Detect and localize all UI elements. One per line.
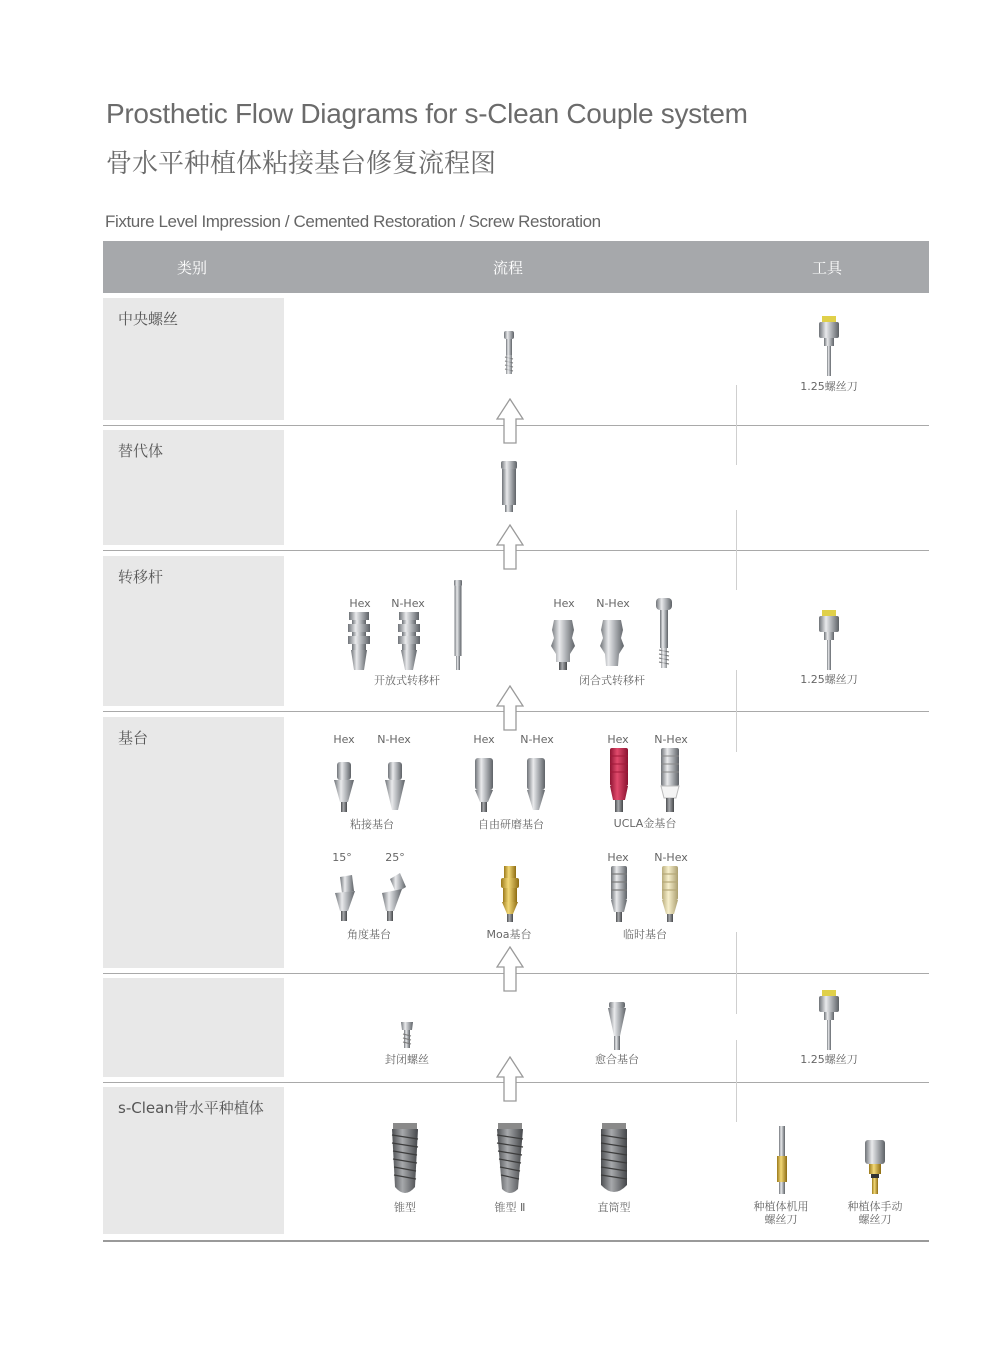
- hex-driver-125-icon: [816, 316, 842, 376]
- page-subtitle: Fixture Level Impression / Cemented Restoration / Screw Restoration: [105, 212, 601, 231]
- implant-taper-icon: [389, 1123, 421, 1197]
- tool-column-line: [736, 1040, 737, 1122]
- nhex-label: N-Hex: [391, 597, 425, 610]
- healing-abutment-label: 愈合基台: [595, 1053, 639, 1066]
- temp-abutment-hex-icon: [608, 866, 630, 922]
- row-abutment: [103, 717, 284, 968]
- nhex-label: N-Hex: [654, 733, 688, 746]
- temp-abutment-nhex-icon: [659, 866, 681, 922]
- table-bottom-line: [103, 1240, 929, 1242]
- temp-abutment-label: 临时基台: [623, 928, 667, 941]
- cement-abutment-label: 粘接基台: [350, 818, 394, 831]
- hex-label: Hex: [607, 851, 629, 864]
- nhex-label: N-Hex: [520, 733, 554, 746]
- moa-abutment-icon: [498, 866, 522, 922]
- flow-arrow-up-icon: [496, 398, 524, 444]
- cover-screw-label: 封闭螺丝: [385, 1053, 429, 1066]
- row-transfer: [103, 556, 284, 706]
- ucla-abutment-label: UCLA金基台: [613, 817, 677, 830]
- tool-column-line: [736, 385, 737, 465]
- hex-label: Hex: [333, 733, 355, 746]
- header-tools: 工具: [812, 259, 843, 277]
- tool-column-line: [736, 670, 737, 752]
- implant-analog-icon: [500, 461, 518, 513]
- closed-transfer-screw-icon: [655, 598, 673, 670]
- closed-transfer-label: 闭合式转移杆: [579, 674, 645, 687]
- ucla-abutment-nhex-icon: [659, 748, 681, 812]
- machine-driver-icon: [776, 1126, 788, 1194]
- open-transfer-guide-pin-icon: [452, 580, 464, 670]
- hex-label: Hex: [607, 733, 629, 746]
- row-label-transfer: 转移杆: [118, 568, 164, 586]
- ucla-abutment-hex-icon: [608, 748, 630, 812]
- row-central-screw: [103, 298, 284, 420]
- implant-taper2-label: 锥型 Ⅱ: [494, 1201, 526, 1214]
- open-transfer-label: 开放式转移杆: [374, 674, 440, 687]
- hex-driver-125-icon: [816, 990, 842, 1050]
- free-mill-abutment-label: 自由研磨基台: [478, 818, 544, 831]
- page-title-cn: 骨水平种植体粘接基台修复流程图: [106, 149, 497, 179]
- row-label-analog: 替代体: [118, 442, 164, 460]
- flow-arrow-up-icon: [496, 524, 524, 570]
- flow-arrow-up-icon: [496, 1056, 524, 1102]
- closed-transfer-hex-icon: [550, 620, 576, 670]
- central-screw-icon: [502, 331, 516, 375]
- row-implant: [103, 1087, 284, 1234]
- angled-abutment-15-icon: [330, 875, 358, 921]
- header-flow: 流程: [493, 259, 524, 277]
- row-healing: [103, 978, 284, 1077]
- angle-15-label: 15°: [332, 851, 352, 864]
- machine-driver-label-1: 种植体机用: [753, 1200, 809, 1213]
- tool-label: 1.25螺丝刀: [800, 673, 858, 686]
- cement-abutment-hex-icon: [332, 762, 356, 812]
- closed-transfer-nhex-icon: [599, 620, 625, 670]
- implant-straight-label: 直筒型: [597, 1201, 631, 1214]
- free-mill-abutment-hex-icon: [472, 758, 496, 812]
- hex-label: Hex: [553, 597, 575, 610]
- tool-column-line: [736, 932, 737, 1014]
- implant-taper2-icon: [494, 1123, 526, 1197]
- tool-label: 1.25螺丝刀: [800, 380, 858, 393]
- flow-arrow-up-icon: [496, 946, 524, 992]
- moa-abutment-label: Moa基台: [486, 928, 532, 941]
- row-label-abutment: 基台: [118, 729, 149, 747]
- hex-driver-125-icon: [816, 610, 842, 670]
- flow-arrow-up-icon: [496, 685, 524, 731]
- tool-column-line: [736, 510, 737, 590]
- hand-driver-label-2: 螺丝刀: [858, 1213, 892, 1226]
- nhex-label: N-Hex: [377, 733, 411, 746]
- open-transfer-hex-icon: [346, 612, 372, 670]
- implant-taper-label: 锥型: [394, 1201, 416, 1214]
- page-title-en: Prosthetic Flow Diagrams for s-Clean Couple system: [106, 98, 748, 129]
- row-label-implant: s-Clean骨水平种植体: [118, 1099, 264, 1117]
- tool-label: 1.25螺丝刀: [800, 1053, 858, 1066]
- hand-driver-label-1: 种植体手动: [847, 1200, 903, 1213]
- row-analog: [103, 430, 284, 545]
- angle-25-label: 25°: [385, 851, 405, 864]
- nhex-label: N-Hex: [654, 851, 688, 864]
- header-category: 类别: [177, 259, 208, 277]
- hex-label: Hex: [349, 597, 371, 610]
- cover-screw-icon: [400, 1022, 414, 1050]
- hex-label: Hex: [473, 733, 495, 746]
- healing-abutment-icon: [605, 1002, 629, 1050]
- row-label-central-screw: 中央螺丝: [118, 310, 179, 328]
- angled-abutment-25-icon: [376, 873, 406, 921]
- free-mill-abutment-nhex-icon: [524, 758, 548, 812]
- nhex-label: N-Hex: [596, 597, 630, 610]
- cement-abutment-nhex-icon: [383, 762, 407, 812]
- angled-abutment-label: 角度基台: [347, 928, 391, 941]
- hand-driver-icon: [862, 1140, 888, 1194]
- implant-straight-icon: [598, 1123, 630, 1197]
- machine-driver-label-2: 螺丝刀: [764, 1213, 798, 1226]
- open-transfer-nhex-icon: [396, 612, 422, 670]
- table-header: [103, 241, 929, 293]
